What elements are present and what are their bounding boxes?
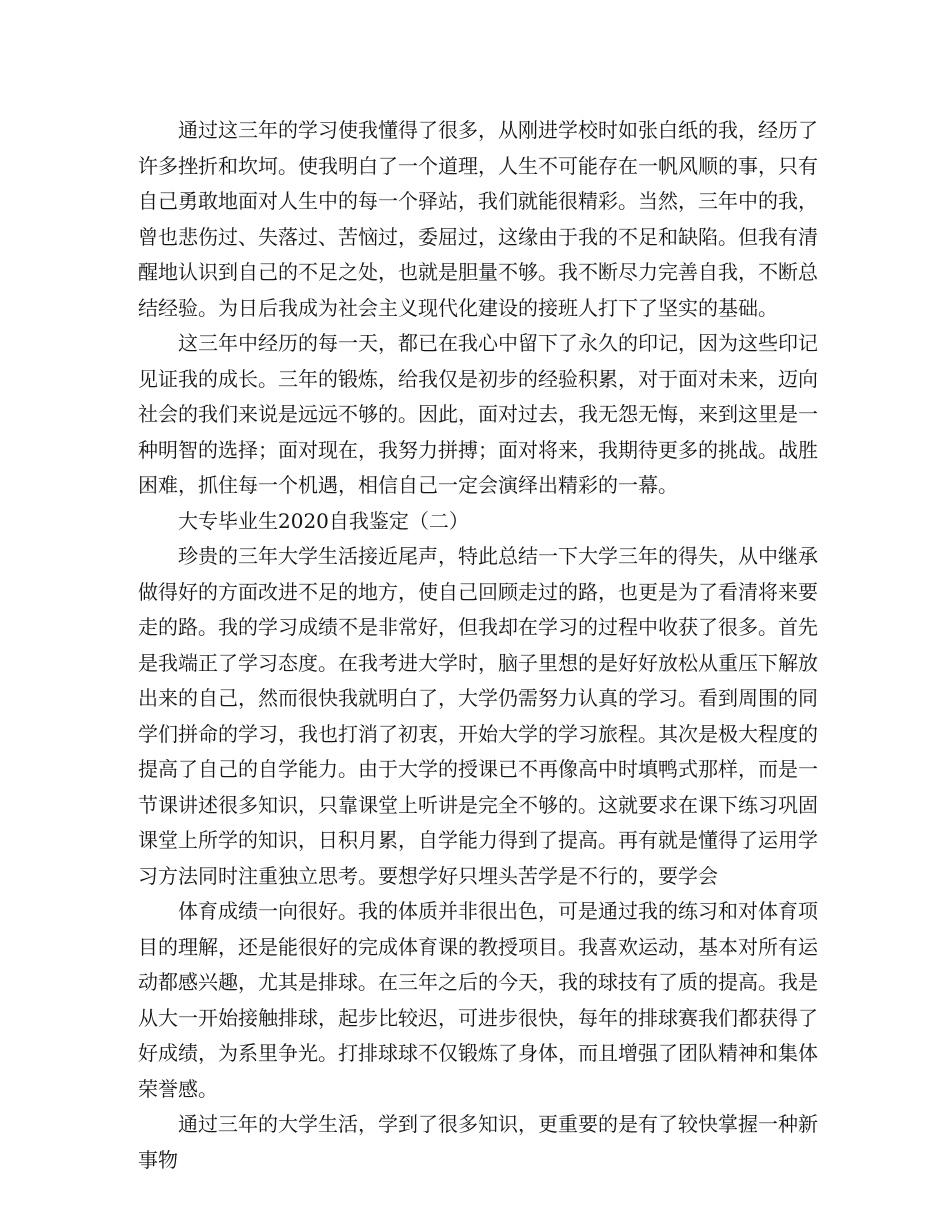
paragraph-1: 通过这三年的学习使我懂得了很多，从刚进学校时如张白纸的我，经历了许多挫折和坎坷。使我明白了一个道理，人生不可能存在一帆风顺的事，只有自己勇敢地面对人生中的每一个驿站，我们就能很精彩。当然，三年中的我，曾也悲伤过、失落过、苦恼过，委屈过，这缘由于我的不足和缺陷。但我有清醒地认识到自己的不足之处，也就是胆量不够。我不断尽力完善自我，不断总结经验。为日后我成为社会主义现代化建设的接班人打下了坚实的基础。 (138, 118, 818, 320)
paragraph-3: 珍贵的三年大学生活接近尾声，特此总结一下大学三年的得失，从中继承做得好的方面改进不足的地方，使自己回顾走过的路，也更是为了看清将来要走的路。我的学习成绩不是非常好，但我却在学习的过程中收获了很多。首先是我端正了学习态度。在我考进大学时，脑子里想的是好好放松从重压下解放出来的自己，然而很快我就明白了，大学仍需努力认真的学习。看到周围的同学们拼命的学习，我也打消了初衷，开始大学的学习旅程。其次是极大程度的提高了自己的自学能力。由于大学的授课已不再像高中时填鸭式那样，而是一节课讲述很多知识，只靠课堂上听讲是完全不够的。这就要求在课下练习巩固课堂上所学的知识，日积月累，自学能力得到了提高。再有就是懂得了运用学习方法同时注重独立思考。要想学好只埋头苦学是不行的，要学会 (138, 544, 818, 888)
section-heading: 大专毕业生2020自我鉴定（二） (178, 508, 469, 533)
paragraph-4: 体育成绩一向很好。我的体质并非很出色，可是通过我的练习和对体育项目的理解，还是能很好的完成体育课的教授项目。我喜欢运动，基本对所有运动都感兴趣，尤其是排球。在三年之后的今天，我的球技有了质的提高。我是从大一开始接触排球，起步比较迟，可进步很快，每年的排球赛我们都获得了好成绩，为系里争光。打排球球不仅锻炼了身体，而且增强了团队精神和集体荣誉感。 (138, 899, 818, 1101)
paragraph-2: 这三年中经历的每一天，都已在我心中留下了永久的印记，因为这些印记见证我的成长。三年的锻炼，给我仅是初步的经验积累，对于面对未来，迈向社会的我们来说是远远不够的。因此，面对过去，我无怨无悔，来到这里是一种明智的选择；面对现在，我努力拼搏；面对将来，我期待更多的挑战。战胜困难，抓住每一个机遇，相信自己一定会演绎出精彩的一幕。 (138, 331, 818, 497)
document-body (138, 113, 818, 1178)
paragraph-5: 通过三年的大学生活，学到了很多知识，更重要的是有了较快掌握一种新事物 (138, 1112, 818, 1172)
